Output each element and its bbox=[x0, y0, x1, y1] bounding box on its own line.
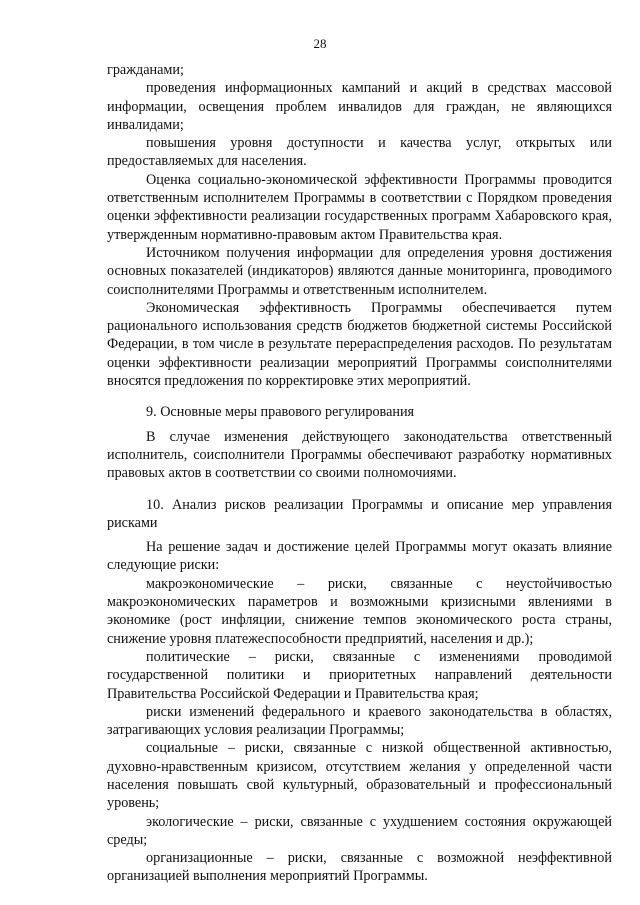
paragraph: На решение задач и достижение целей Программы могут оказать влияние следующие риски: bbox=[107, 539, 612, 574]
paragraph: Оценка социально-экономической эффективности Программы проводится ответственным исполнителем Программы в соответствии с Порядком проведения оценки эффективности реализации государственных программ Хабаровского края, утвержденным нормативно-правовым актом Правительства края. bbox=[107, 171, 612, 243]
paragraph: экологические – риски, связанные с ухудшением состояния окружающей среды; bbox=[107, 813, 612, 848]
page-number: 28 bbox=[313, 36, 327, 51]
paragraph: Экономическая эффективность Программы обеспечивается путем рационального использования средств бюджетов бюджетной системы Российской Федерации, в том числе в результате перераспределения расходов. По результатам оценки эффективности реализации мероприятий Программы соисполнителями вносятся предложения по корректировке этих мероприятий. bbox=[107, 299, 612, 390]
paragraph: повышения уровня доступности и качества услуг, открытых или предоставляемых для населения. bbox=[107, 135, 612, 170]
paragraph: организационные – риски, связанные с возможной неэффективной организацией выполнения мероприятий Программы. bbox=[107, 850, 612, 885]
document-body bbox=[107, 61, 612, 886]
section-heading-10: 10. Анализ рисков реализации Программы и описание мер управления рисками bbox=[107, 496, 612, 531]
paragraph: В случае изменения действующего законодательства ответственный исполнитель, соисполнители Программы обеспечивают разработку нормативных правовых актов в соответствии со своими полномочиями. bbox=[107, 428, 612, 482]
paragraph: проведения информационных кампаний и акций в средствах массовой информации, освещения проблем инвалидов для граждан, не являющихся инвалидами; bbox=[107, 80, 612, 133]
paragraph: политические – риски, связанные с изменениями проводимой государственной политики и приоритетных направлений деятельности Правительства Российской Федерации и Правительства края; bbox=[107, 648, 612, 702]
paragraph: социальные – риски, связанные с низкой общественной активностью, духовно-нравственным кризисом, отсутствием желания у определенной части населения повышать свой культурный, образовательный и профессиональный уровень; bbox=[107, 740, 612, 812]
section-heading-9: 9. Основные меры правового регулирования bbox=[146, 404, 415, 421]
paragraph: макроэкономические – риски, связанные с неустойчивостью макроэкономических параметров и возможными кризисными явлениями в экономике (рост инфляции, снижение темпов экономического роста страны, снижение уровня платежеспособности предприятий, населения и др.); bbox=[107, 575, 612, 647]
paragraph: риски изменений федерального и краевого законодательства в областях, затрагивающих условия реализации Программы; bbox=[107, 703, 612, 739]
paragraph: Источником получения информации для определения уровня достижения основных показателей (индикаторов) являются данные мониторинга, проводимого соисполнителями Программы и ответственным исполнителем. bbox=[107, 244, 612, 298]
paragraph: гражданами; bbox=[107, 62, 184, 78]
